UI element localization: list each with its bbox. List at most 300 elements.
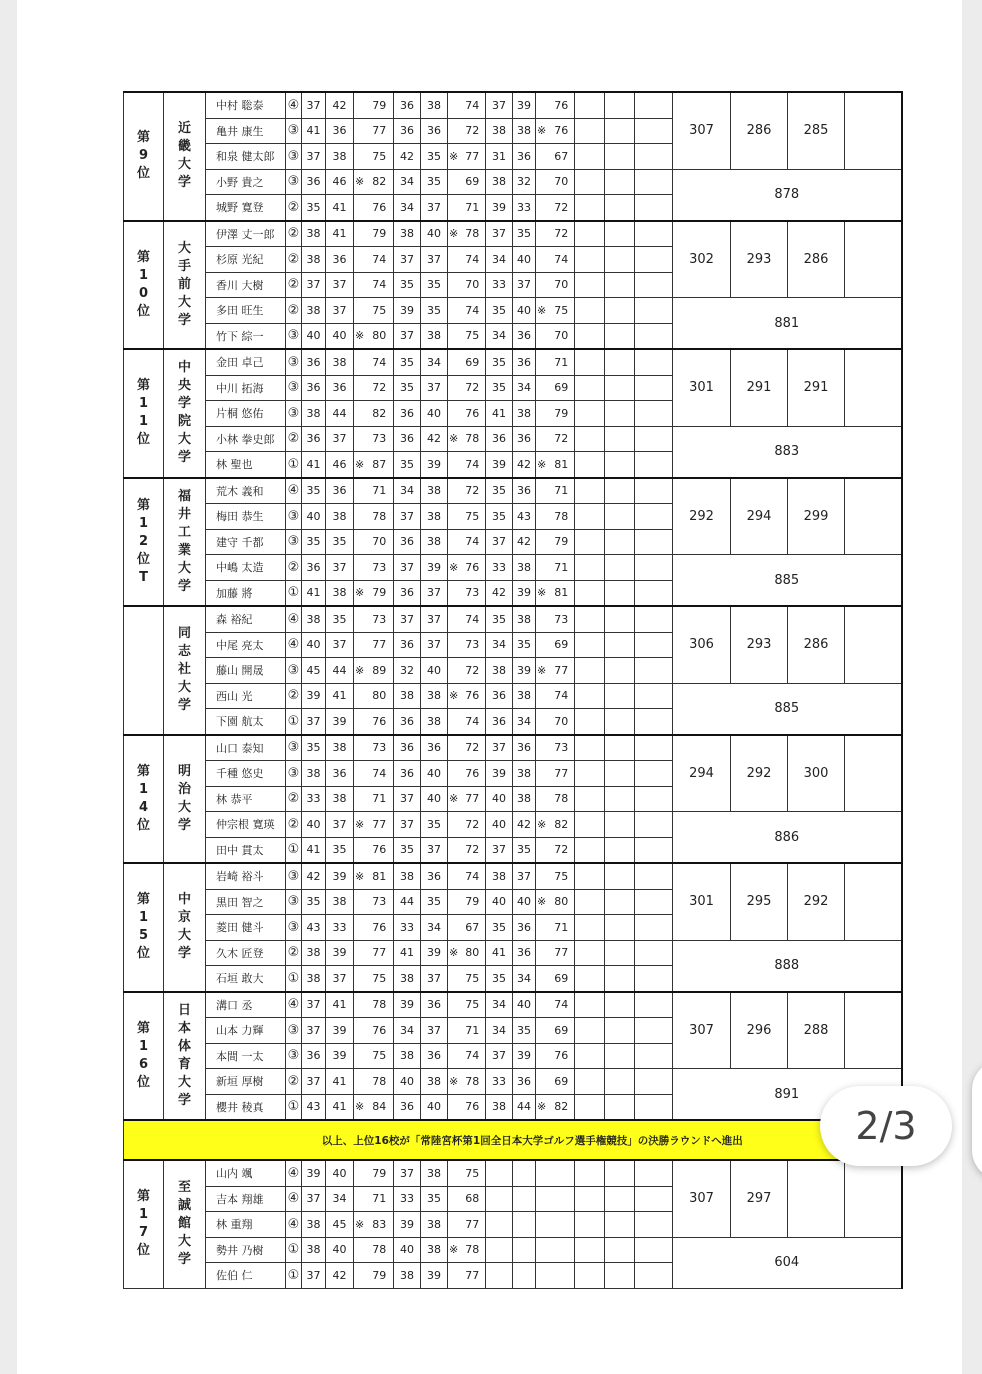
blank-cell (635, 683, 673, 709)
player-name: 杉原 光紀 (206, 247, 286, 273)
blank-cell (605, 915, 635, 941)
excluded-mark (536, 837, 549, 863)
in-score: 40 (421, 786, 448, 812)
out-score: 35 (302, 735, 326, 761)
excluded-mark (536, 1186, 549, 1212)
blank-cell (635, 144, 673, 170)
blank-cell (575, 401, 605, 427)
round-total: 69 (549, 966, 575, 992)
team-round-score: 299 (788, 478, 845, 555)
team-school (164, 863, 206, 992)
in-score: 40 (513, 992, 536, 1018)
blank-cell (575, 992, 605, 1018)
player-year: ② (286, 221, 302, 247)
player-year: ② (286, 683, 302, 709)
excluded-mark: ※ (354, 1094, 366, 1120)
player-name: 石垣 敢大 (206, 966, 286, 992)
in-score: 36 (326, 247, 354, 273)
excluded-mark: ※ (354, 580, 366, 606)
team-round-score: 286 (731, 92, 788, 169)
out-score: 40 (486, 786, 513, 812)
round-total: 79 (366, 1160, 394, 1186)
out-score: 34 (394, 169, 421, 195)
vertical-text: 福 井 工 業 大 学 (177, 488, 191, 594)
in-score: 37 (326, 555, 354, 581)
in-score: 37 (326, 812, 354, 838)
blank-cell (635, 478, 673, 504)
vertical-text: 近 畿 大 学 (177, 121, 191, 191)
excluded-mark (354, 1263, 366, 1289)
blank-cell (635, 709, 673, 735)
excluded-mark (354, 298, 366, 324)
excluded-mark (448, 658, 460, 684)
blank-cell (605, 298, 635, 324)
round-total: 77 (460, 144, 486, 170)
player-name: 櫻井 稜真 (206, 1094, 286, 1120)
round-total: 75 (366, 1043, 394, 1069)
team-round-score: 301 (673, 349, 731, 426)
in-score: 38 (326, 786, 354, 812)
player-year: ① (286, 709, 302, 735)
round-total: 76 (460, 555, 486, 581)
blank-cell (635, 529, 673, 555)
excluded-mark (354, 221, 366, 247)
team-round-score: 292 (788, 863, 845, 940)
vertical-text: 第 1 0 位 (136, 249, 150, 319)
player-name: 小野 貴之 (206, 169, 286, 195)
document-page (17, 0, 962, 1374)
blank-cell (605, 761, 635, 787)
player-row (124, 1237, 902, 1263)
team-round-score: 293 (731, 221, 788, 298)
round-total: 77 (366, 812, 394, 838)
round-total: 77 (366, 118, 394, 144)
player-row (124, 478, 902, 504)
in-score: 36 (513, 349, 536, 375)
team-school (164, 349, 206, 478)
round-total: 76 (460, 1094, 486, 1120)
round-total: 72 (460, 658, 486, 684)
round-total: 83 (366, 1212, 394, 1238)
round-total (549, 1160, 575, 1186)
blank-cell (575, 1094, 605, 1120)
round-total: 82 (549, 812, 575, 838)
excluded-mark (354, 632, 366, 658)
blank-cell (635, 837, 673, 863)
blank-cell (605, 221, 635, 247)
in-score: 35 (421, 1186, 448, 1212)
in-score: 36 (326, 375, 354, 401)
round-total: 72 (460, 118, 486, 144)
out-score: 36 (302, 426, 326, 452)
in-score: 34 (421, 349, 448, 375)
round-total: 81 (366, 863, 394, 889)
excluded-mark (448, 504, 460, 530)
vertical-text: 第 9 位 (136, 130, 150, 182)
excluded-mark (448, 966, 460, 992)
team-school (164, 221, 206, 350)
excluded-mark (448, 247, 460, 273)
out-score: 36 (394, 735, 421, 761)
in-score: 35 (513, 632, 536, 658)
out-score: 37 (486, 92, 513, 118)
player-name: 多田 旺生 (206, 298, 286, 324)
out-score: 35 (486, 478, 513, 504)
blank-cell (575, 349, 605, 375)
blank-cell (605, 118, 635, 144)
out-score: 36 (394, 529, 421, 555)
team-grand-total: 883 (673, 426, 902, 478)
in-score: 37 (421, 247, 448, 273)
player-year: ③ (286, 1018, 302, 1044)
in-score: 38 (326, 889, 354, 915)
blank-cell (635, 1043, 673, 1069)
in-score: 42 (326, 1263, 354, 1289)
round-total: 69 (549, 1069, 575, 1095)
player-row (124, 349, 902, 375)
out-score: 38 (394, 966, 421, 992)
excluded-mark (354, 144, 366, 170)
excluded-mark (448, 375, 460, 401)
out-score: 36 (394, 761, 421, 787)
round-total: 82 (549, 1094, 575, 1120)
in-score: 36 (326, 478, 354, 504)
in-score: 38 (421, 683, 448, 709)
excluded-mark (354, 1069, 366, 1095)
player-name: 森 裕紀 (206, 606, 286, 632)
player-name: 林 恭平 (206, 786, 286, 812)
out-score: 36 (394, 1094, 421, 1120)
team-school (164, 1160, 206, 1288)
blank-cell (635, 1237, 673, 1263)
excluded-mark: ※ (448, 940, 460, 966)
team-round-score (788, 1160, 845, 1237)
round-total: 78 (549, 786, 575, 812)
round-total: 71 (460, 1018, 486, 1044)
blank-cell (575, 426, 605, 452)
blank-cell (635, 1018, 673, 1044)
out-score: 39 (394, 298, 421, 324)
excluded-mark (354, 683, 366, 709)
player-year: ④ (286, 92, 302, 118)
blank-cell (605, 632, 635, 658)
round-total: 79 (366, 221, 394, 247)
in-score: 38 (513, 683, 536, 709)
out-score: 37 (486, 221, 513, 247)
excluded-mark (354, 837, 366, 863)
player-name: 片桐 悠佑 (206, 401, 286, 427)
out-score: 37 (394, 786, 421, 812)
excluded-mark: ※ (536, 580, 549, 606)
in-score (513, 1263, 536, 1289)
team-round-score: 306 (673, 606, 731, 683)
excluded-mark: ※ (354, 1212, 366, 1238)
vertical-text: 第 1 2 位 T (136, 497, 150, 585)
blank-cell (635, 195, 673, 221)
blank-cell (635, 1094, 673, 1120)
blank-cell (635, 889, 673, 915)
player-year: ④ (286, 606, 302, 632)
round-total: 73 (549, 735, 575, 761)
blank-cell (635, 1069, 673, 1095)
excluded-mark: ※ (536, 812, 549, 838)
out-score: 39 (486, 195, 513, 221)
in-score: 35 (326, 529, 354, 555)
excluded-mark (536, 426, 549, 452)
excluded-mark (536, 683, 549, 709)
in-score: 37 (421, 1018, 448, 1044)
out-score: 38 (302, 966, 326, 992)
player-year: ③ (286, 349, 302, 375)
out-score: 40 (394, 1237, 421, 1263)
player-name: 勢井 乃樹 (206, 1237, 286, 1263)
in-score: 40 (513, 247, 536, 273)
team-grand-total: 885 (673, 683, 902, 735)
team-rank (124, 221, 164, 350)
excluded-mark (448, 401, 460, 427)
blank-cell (605, 1018, 635, 1044)
blank-cell (575, 1186, 605, 1212)
out-score: 34 (486, 632, 513, 658)
blank-cell (575, 632, 605, 658)
player-name: 本間 一太 (206, 1043, 286, 1069)
excluded-mark (448, 195, 460, 221)
in-score: 35 (421, 812, 448, 838)
out-score: 41 (486, 401, 513, 427)
team-rank (124, 1160, 164, 1288)
excluded-mark: ※ (448, 1069, 460, 1095)
excluded-mark (448, 452, 460, 478)
round-total: 75 (549, 863, 575, 889)
excluded-mark (536, 555, 549, 581)
blank-cell (635, 375, 673, 401)
team-school (164, 606, 206, 735)
blank-cell (635, 452, 673, 478)
out-score: 34 (394, 1018, 421, 1044)
excluded-mark (354, 426, 366, 452)
blank-cell (575, 478, 605, 504)
blank-cell (635, 735, 673, 761)
out-score: 33 (486, 555, 513, 581)
player-row (124, 555, 902, 581)
round-total: 71 (549, 555, 575, 581)
blank-cell (605, 580, 635, 606)
player-row (124, 606, 902, 632)
blank-cell (605, 1263, 635, 1289)
round-total: 76 (366, 837, 394, 863)
in-score: 36 (421, 1043, 448, 1069)
player-name: 千種 悠史 (206, 761, 286, 787)
blank-cell (575, 144, 605, 170)
round-total: 78 (366, 992, 394, 1018)
player-year: ② (286, 247, 302, 273)
excluded-mark: ※ (448, 1237, 460, 1263)
in-score: 38 (326, 580, 354, 606)
out-score: 41 (302, 837, 326, 863)
out-score: 36 (394, 401, 421, 427)
excluded-mark (354, 401, 366, 427)
round-total: 89 (366, 658, 394, 684)
round-total: 75 (460, 323, 486, 349)
out-score: 40 (302, 812, 326, 838)
vertical-text: 第 1 1 位 (136, 378, 150, 448)
out-score: 35 (302, 195, 326, 221)
blank-cell (635, 1186, 673, 1212)
blank-cell (635, 221, 673, 247)
out-score: 36 (394, 709, 421, 735)
round-total: 74 (549, 992, 575, 1018)
excluded-mark (448, 298, 460, 324)
in-score: 36 (421, 735, 448, 761)
out-score: 38 (486, 1094, 513, 1120)
player-row (124, 169, 902, 195)
in-score: 40 (513, 298, 536, 324)
round-total: 73 (366, 735, 394, 761)
blank-cell (605, 966, 635, 992)
blank-cell (605, 1160, 635, 1186)
in-score: 40 (421, 221, 448, 247)
round-total: 70 (549, 272, 575, 298)
round-total: 79 (549, 401, 575, 427)
excluded-mark (536, 478, 549, 504)
blank-cell (635, 426, 673, 452)
excluded-mark: ※ (536, 1094, 549, 1120)
player-year: ② (286, 812, 302, 838)
blank-cell (575, 555, 605, 581)
team-round-score: 292 (673, 478, 731, 555)
round-total: 74 (460, 709, 486, 735)
player-name: 中尾 亮太 (206, 632, 286, 658)
player-year: ③ (286, 658, 302, 684)
qualification-banner: 以上、上位16校が「常陸宮杯第1回全日本大学ゴルフ選手権競技」の決勝ラウンドへ進出 (124, 1120, 902, 1160)
excluded-mark (354, 1018, 366, 1044)
blank-cell (575, 761, 605, 787)
excluded-mark (354, 1043, 366, 1069)
in-score: 38 (421, 323, 448, 349)
team-round-score: 292 (731, 735, 788, 812)
in-score: 46 (326, 452, 354, 478)
in-score (513, 1212, 536, 1238)
out-score: 33 (394, 1186, 421, 1212)
player-year: ③ (286, 863, 302, 889)
team-grand-total: 888 (673, 940, 902, 992)
page-indicator[interactable] (820, 1086, 952, 1166)
in-score: 38 (326, 735, 354, 761)
round-total: 80 (366, 683, 394, 709)
out-score: 38 (486, 118, 513, 144)
in-score: 37 (326, 632, 354, 658)
in-score: 39 (421, 555, 448, 581)
blank-cell (575, 375, 605, 401)
out-score (486, 1237, 513, 1263)
blank-cell (635, 812, 673, 838)
round-total: 74 (366, 272, 394, 298)
blank-cell (575, 1212, 605, 1238)
blank-cell (575, 966, 605, 992)
excluded-mark (536, 144, 549, 170)
blank-cell (575, 658, 605, 684)
blank-cell (575, 118, 605, 144)
round-total: 69 (549, 1018, 575, 1044)
blank-cell (635, 632, 673, 658)
player-year: ① (286, 1094, 302, 1120)
in-score: 38 (326, 504, 354, 530)
round-total: 73 (460, 580, 486, 606)
in-score: 44 (513, 1094, 536, 1120)
blank-cell (605, 323, 635, 349)
in-score: 40 (421, 401, 448, 427)
in-score: 37 (421, 606, 448, 632)
player-year: ③ (286, 504, 302, 530)
player-name: 香川 大樹 (206, 272, 286, 298)
blank-cell (635, 1160, 673, 1186)
round-total: 74 (460, 298, 486, 324)
out-score: 34 (394, 195, 421, 221)
round-total: 71 (460, 195, 486, 221)
in-score: 38 (513, 761, 536, 787)
round-total: 78 (460, 1237, 486, 1263)
round-total: 73 (549, 606, 575, 632)
player-name: 田中 貫太 (206, 837, 286, 863)
out-score: 38 (302, 401, 326, 427)
in-score: 40 (513, 889, 536, 915)
excluded-mark (536, 247, 549, 273)
next-page-button[interactable] (972, 1060, 982, 1180)
out-score: 33 (486, 272, 513, 298)
team-round-score: 295 (731, 863, 788, 940)
team-round-score: 301 (673, 863, 731, 940)
round-total: 74 (460, 529, 486, 555)
vertical-text: 第 1 5 位 (136, 892, 150, 962)
round-total: 77 (549, 658, 575, 684)
player-year: ② (286, 1069, 302, 1095)
round-total: 74 (549, 247, 575, 273)
round-total: 79 (366, 1263, 394, 1289)
round-total: 70 (460, 272, 486, 298)
round-total: 78 (460, 221, 486, 247)
blank-cell (635, 761, 673, 787)
in-score: 38 (421, 1237, 448, 1263)
in-score: 42 (513, 812, 536, 838)
player-row (124, 92, 902, 118)
blank-cell (605, 606, 635, 632)
in-score: 41 (326, 195, 354, 221)
in-score: 38 (513, 606, 536, 632)
blank-cell (635, 169, 673, 195)
in-score: 39 (513, 580, 536, 606)
round-total: 70 (549, 169, 575, 195)
player-row (124, 426, 902, 452)
team-school (164, 92, 206, 221)
out-score: 37 (394, 1160, 421, 1186)
excluded-mark: ※ (536, 298, 549, 324)
player-row (124, 298, 902, 324)
excluded-mark: ※ (536, 452, 549, 478)
in-score (513, 1186, 536, 1212)
excluded-mark: ※ (448, 683, 460, 709)
excluded-mark (448, 1160, 460, 1186)
player-row (124, 683, 902, 709)
in-score: 34 (421, 915, 448, 941)
blank-cell (605, 504, 635, 530)
player-name: 加藤 將 (206, 580, 286, 606)
blank-cell (575, 940, 605, 966)
blank-cell (635, 92, 673, 118)
in-score: 35 (326, 837, 354, 863)
blank-cell (575, 195, 605, 221)
player-year: ③ (286, 169, 302, 195)
team-round-score: 294 (673, 735, 731, 812)
